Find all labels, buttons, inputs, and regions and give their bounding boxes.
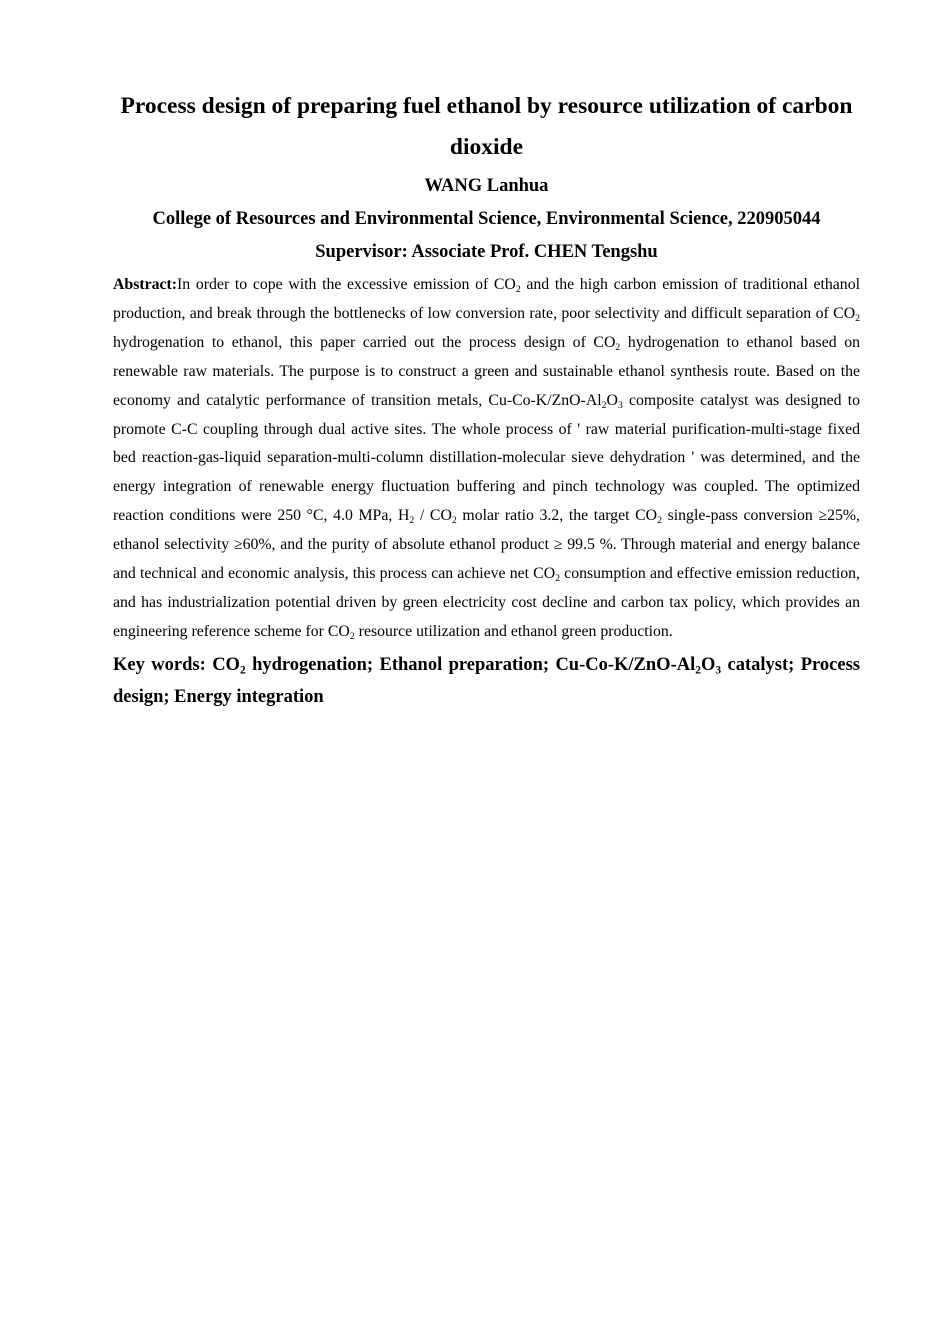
- keywords-paragraph: [113, 649, 860, 714]
- paper-page: [113, 86, 860, 714]
- abstract-text: hydrogenation to ethanol based on renewable raw materials. The purpose is to construct a green and sustainable ethanol synthesis route. Based on the economy and catalytic performance of transition metals, Cu-Co-K/ZnO-Al: [113, 333, 860, 409]
- abstract-paragraph: [113, 271, 860, 647]
- author-affiliation: College of Resources and Environmental Science, Environmental Science, 220905044: [152, 209, 821, 229]
- subscript: 2: [855, 312, 860, 324]
- subscript: 2: [657, 515, 662, 527]
- abstract-text: / CO: [414, 507, 452, 525]
- keywords-label: Key words:: [113, 654, 213, 675]
- subscript: 2: [555, 573, 561, 584]
- abstract-text: O: [606, 391, 618, 409]
- keywords-text: CO: [212, 654, 240, 675]
- subscript: 2: [601, 399, 607, 411]
- abstract-text: molar ratio 3.2, the target CO: [456, 507, 658, 525]
- subscript: 2: [695, 664, 701, 677]
- abstract-text: composite catalyst was designed to promote C-C coupling through dual active sites. The whole process of ' raw material purification-multi-stage fixed bed reaction-gas-liquid separation-multi-column distillation-molecular sieve dehydration ' was determined, and the energy integration of renewable energy fluctuation buffering and pinch technology was coupled. The optimized reaction conditions were 250 °C, 4.0 MPa, H: [113, 391, 860, 525]
- paper-title: Process design of preparing fuel ethanol by resource utilization of carbon dioxide: [120, 93, 853, 160]
- keywords-text: catalyst; Process design; Energy integration: [113, 654, 861, 708]
- subscript: 2: [349, 630, 355, 642]
- abstract-text: single-pass conversion ≥25%, ethanol selectivity ≥60%, and the purity of absolute ethanol product ≥ 99.5 %. Through material and energy balance and technical and economic analysis, this process can achieve net CO: [113, 507, 860, 583]
- abstract-text: consumption and effective emission reduction, and has industrialization potential driven by green electricity cost decline and carbon tax policy, which provides an engineering reference scheme for CO: [113, 565, 860, 640]
- abstract-text: resource utilization and ethanol green production.: [354, 622, 673, 640]
- subscript: 2: [515, 283, 521, 295]
- keywords-text: hydrogenation; Ethanol preparation; Cu-Co-K/ZnO-Al: [245, 654, 696, 675]
- abstract-text: In order to cope with the excessive emission of CO: [177, 276, 516, 293]
- abstract-text: and the high carbon emission of traditional ethanol production, and break through the bottlenecks of low conversion rate, poor selectivity and difficult separation of CO: [113, 276, 860, 322]
- keywords-text: O: [700, 654, 716, 675]
- subscript: 3: [617, 399, 623, 411]
- subscript: 3: [715, 664, 722, 677]
- abstract-text: hydrogenation to ethanol, this paper carried out the process design of CO: [113, 333, 616, 351]
- subscript: 2: [615, 341, 621, 353]
- author-name: WANG Lanhua: [424, 176, 549, 196]
- supervisor-line: Supervisor: Associate Prof. CHEN Tengshu: [315, 242, 658, 262]
- subscript: 2: [239, 664, 246, 677]
- subscript: 2: [451, 515, 457, 527]
- subscript: 2: [409, 515, 415, 527]
- abstract-label: Abstract:: [113, 276, 178, 293]
